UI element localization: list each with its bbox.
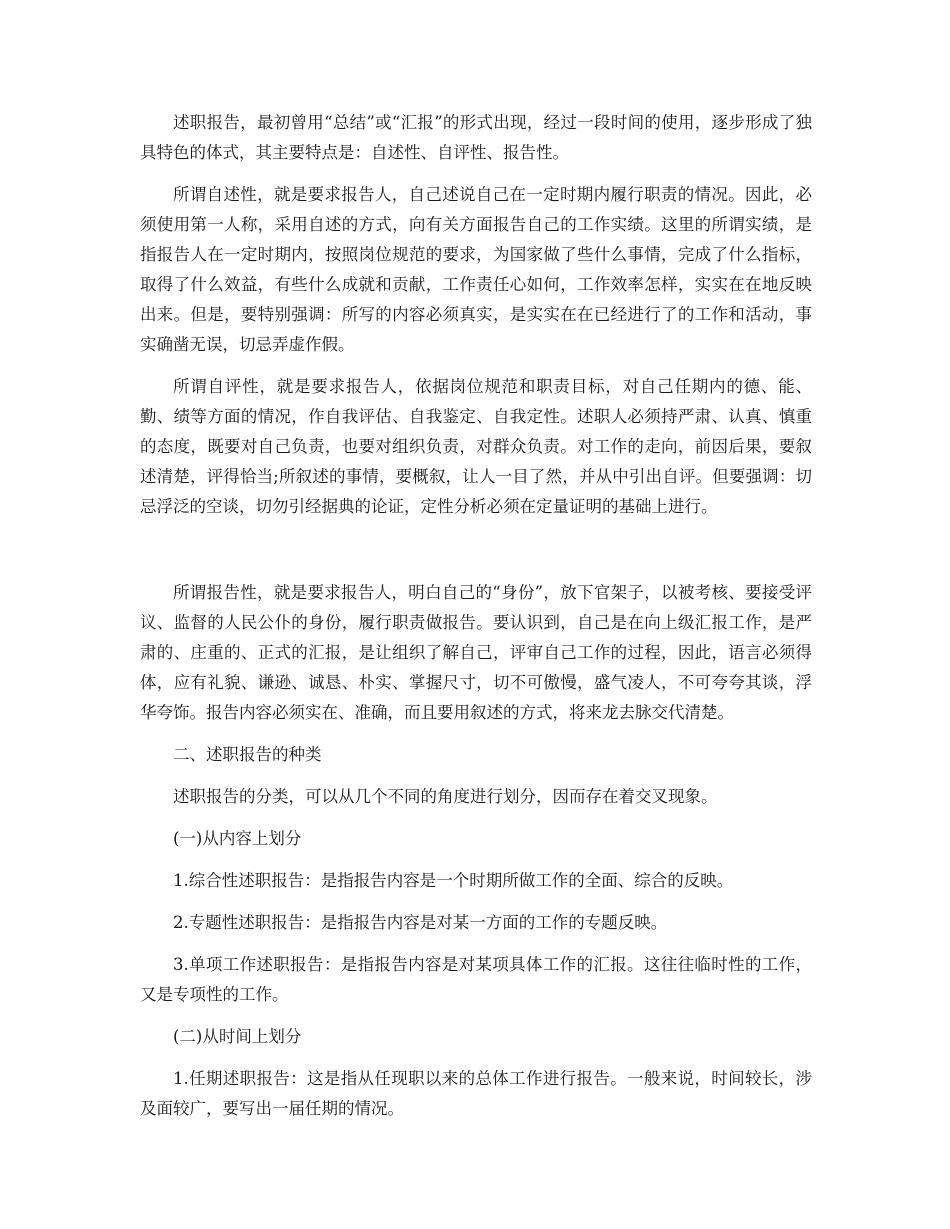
list-item-tenure: 1.任期述职报告：这是指从任现职以来的总体工作进行报告。一般来说，时间较长，涉及面较广，要写出一届任期的情况。 [140,1069,812,1118]
paragraph-classification: 述职报告的分类，可以从几个不同的角度进行划分，因而存在着交叉现象。 [173,787,718,806]
paragraph-self-narration: 所谓自述性，就是要求报告人，自己述说自己在一定时期内履行职责的情况。因此，必须使用第一人称，采用自述的方式，向有关方面报告自己的工作实绩。这里的所谓实绩，是指报告人在一定时期内，按照岗位规范的要求，为国家做了些什么事情，完成了什么指标，取得了什么效益，有些什么成就和贡献，工作责任心如何，工作效率怎样，实实在在地反映出来。但是，要特别强调：所写的内容必须真实，是实实在在已经进行了的工作和活动，事实确凿无误，切忌弄虚作假。 [140,185,812,354]
list-item-thematic: 2.专题性述职报告：是指报告内容是对某一方面的工作的专题反映。 [173,913,668,932]
subheading-by-content: (一)从内容上划分 [173,829,302,848]
list-item-comprehensive: 1.综合性述职报告：是指报告内容是一个时期所做工作的全面、综合的反映。 [173,871,734,890]
subheading-by-time: (二)从时间上划分 [173,1027,302,1046]
paragraph-intro: 述职报告，最初曾用“总结”或“汇报”的形式出现，经过一段时间的使用，逐步形成了独具特色的体式，其主要特点是：自述性、自评性、报告性。 [140,113,812,162]
document-body [140,108,812,1136]
paragraph-self-evaluation: 所谓自评性，就是要求报告人，依据岗位规范和职责目标，对自己任期内的德、能、勤、绩等方面的情况，作自我评估、自我鉴定、自我定性。述职人必须持严肃、认真、慎重的态度，既要对自己负责，也要对组织负责，对群众负责。对工作的走向，前因后果，要叙述清楚，评得恰当;所叙述的事情，要概叙，让人一目了然，并从中引出自评。但要强调：切忌浮泛的空谈，切勿引经据典的论证，定性分析必须在定量证明的基础上进行。 [140,377,812,516]
paragraph-reporting: 所谓报告性，就是要求报告人，明白自己的“身份”，放下官架子，以被考核、要接受评议、监督的人民公仆的身份，履行职责做报告。要认识到，自己是在向上级汇报工作，是严肃的、庄重的、正式的汇报，是让组织了解自己，评审自己工作的过程，因此，语言必须得体，应有礼貌、谦逊、诚恳、朴实、掌握尺寸，切不可傲慢，盛气凌人，不可夸夸其谈，浮华夸饰。报告内容必须实在、准确，而且要用叙述的方式，将来龙去脉交代清楚。 [140,583,812,722]
list-item-single-task: 3.单项工作述职报告：是指报告内容是对某项具体工作的汇报。这往往临时性的工作，又是专项性的工作。 [140,955,812,1004]
section-heading-types: 二、述职报告的种类 [173,745,322,764]
